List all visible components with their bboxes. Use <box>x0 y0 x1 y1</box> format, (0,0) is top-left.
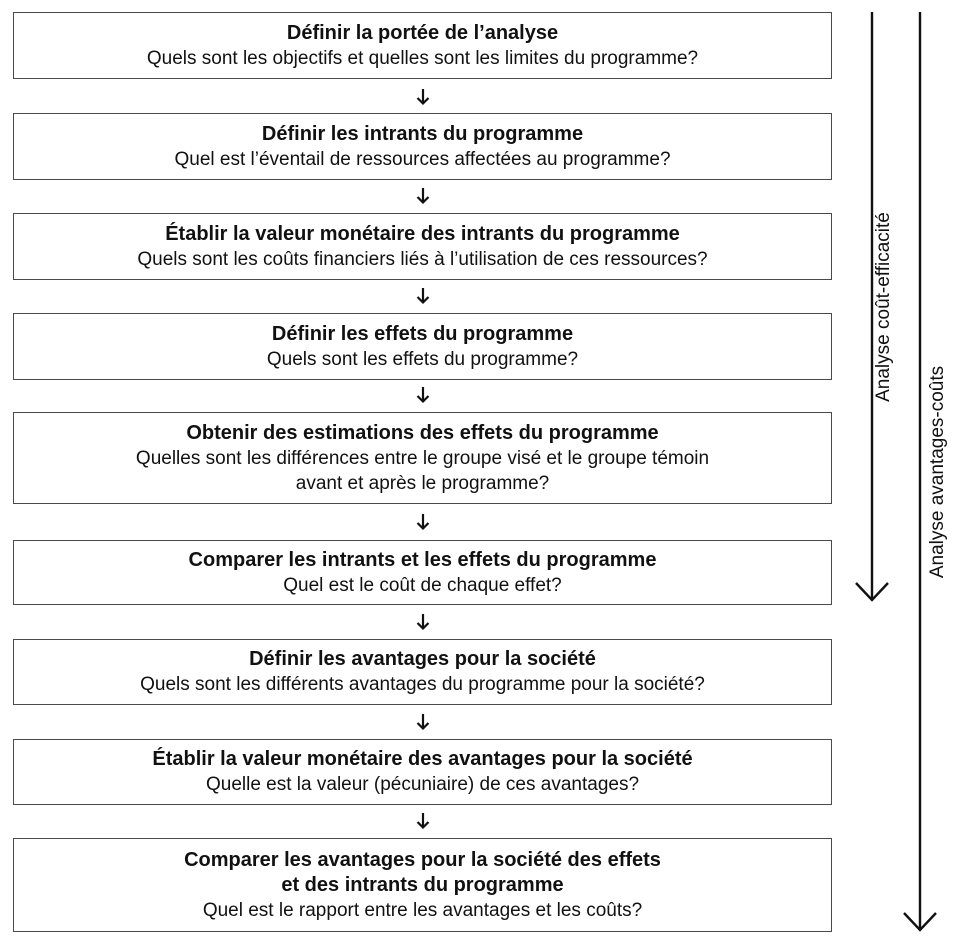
step-title: Comparer les avantages pour la société des effets et des intrants du programme <box>184 848 661 896</box>
step-title: Définir les avantages pour la société <box>249 648 596 670</box>
step-title: Définir les effets du programme <box>271 322 574 345</box>
down-arrow-icon <box>413 88 433 106</box>
step-title: Établir la valeur monétaire des intrants du programme <box>165 222 680 245</box>
step-question: Quelle est la valeur (pécuniaire) de ces avantages? <box>205 774 640 795</box>
step-box-6 <box>13 540 832 605</box>
step-question: Quel est le coût de chaque effet? <box>283 574 562 596</box>
step-box-9 <box>13 838 832 932</box>
step-question: Quels sont les effets du programme? <box>266 348 579 370</box>
step-box-7 <box>13 639 832 705</box>
step-title: Établir la valeur monétaire des avantages pour la société <box>152 748 693 770</box>
cost-effectiveness-label: Analyse coût-efficacité <box>873 212 894 402</box>
step-box-2 <box>13 113 832 180</box>
down-arrow-icon <box>413 513 433 531</box>
step-question: Quels sont les différents avantages du programme pour la société? <box>140 674 705 695</box>
step-box-1 <box>13 12 832 79</box>
step-question: Quels sont les objectifs et quelles sont les limites du programme? <box>146 47 699 69</box>
down-arrow-icon <box>413 613 433 631</box>
step-question: Quelles sont les différences entre le groupe visé et le groupe témoin avant et après le programme? <box>135 447 710 494</box>
cost-benefit-label: Analyse avantages-coûts <box>927 365 948 579</box>
step-box-5 <box>13 412 832 504</box>
step-title: Définir la portée de l’analyse <box>286 21 559 44</box>
step-question: Quel est l’éventail de ressources affectées au programme? <box>174 148 671 170</box>
step-box-3 <box>13 213 832 280</box>
step-box-8 <box>13 739 832 805</box>
down-arrow-icon <box>413 287 433 305</box>
step-box-4 <box>13 313 832 380</box>
down-arrow-icon <box>413 812 433 830</box>
step-title: Obtenir des estimations des effets du programme <box>186 421 659 444</box>
step-title: Comparer les intrants et les effets du programme <box>188 548 657 571</box>
step-title: Définir les intrants du programme <box>261 122 584 145</box>
down-arrow-icon <box>413 386 433 404</box>
down-arrow-icon <box>413 713 433 731</box>
step-question: Quels sont les coûts financiers liés à l’utilisation de ces ressources? <box>137 248 708 270</box>
step-question: Quel est le rapport entre les avantages et les coûts? <box>202 899 643 921</box>
down-arrow-icon <box>413 187 433 205</box>
